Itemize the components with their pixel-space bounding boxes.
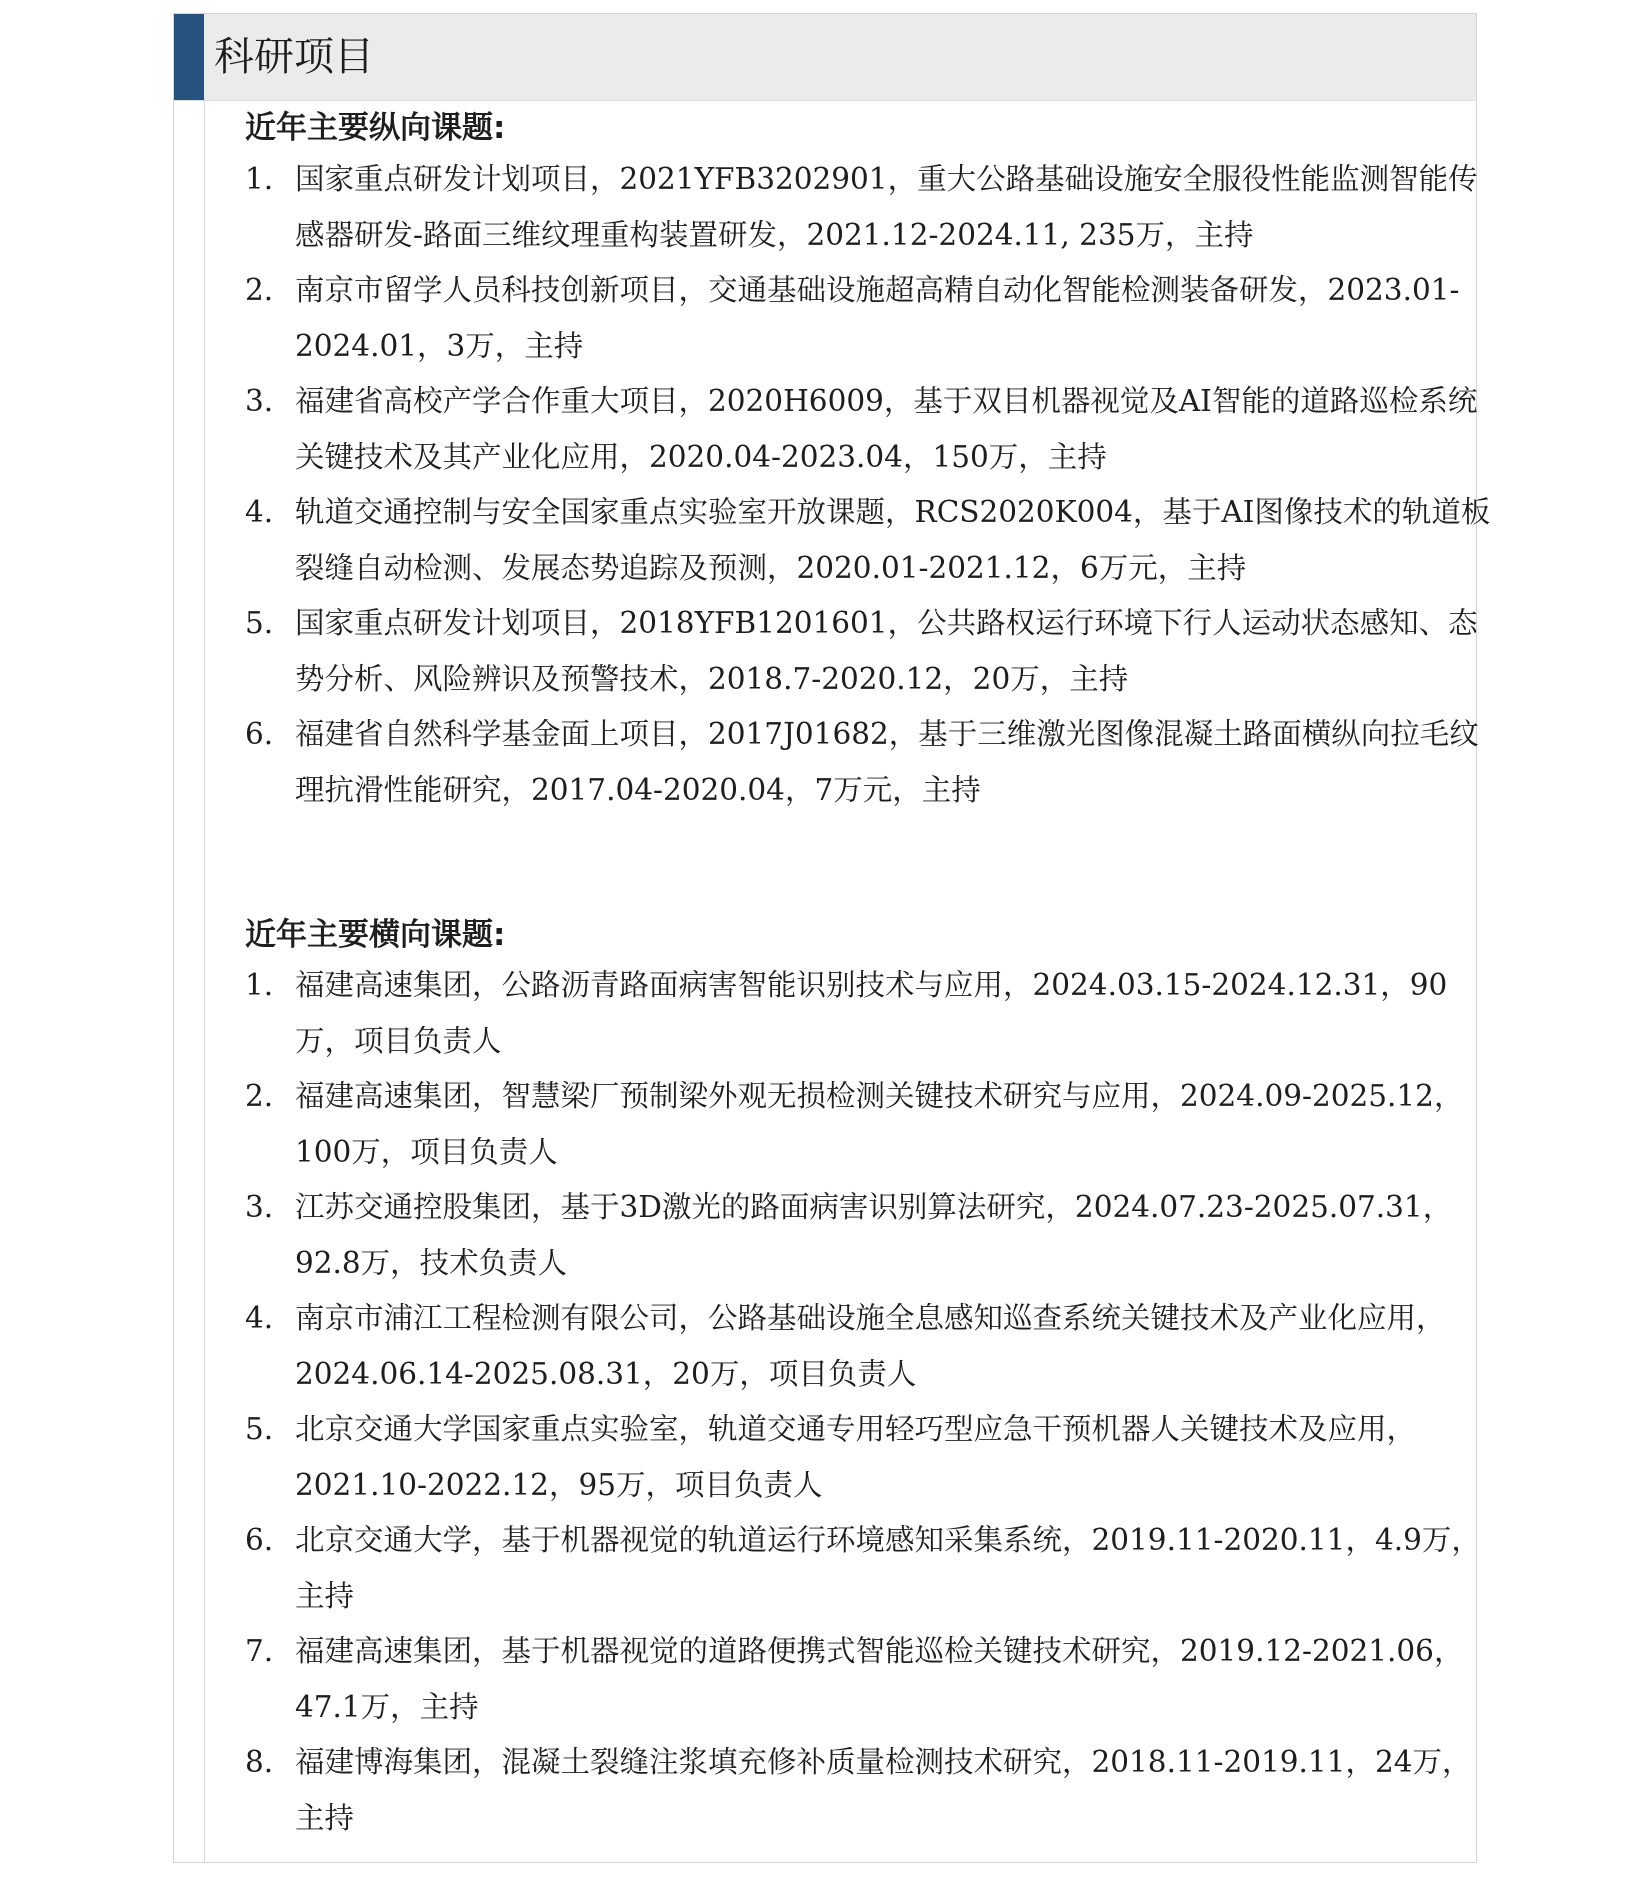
panel-title: 科研项目 — [214, 34, 374, 80]
item-number: 1. — [245, 968, 274, 1002]
item-text: 福建高速集团，智慧梁厂预制梁外观无损检测关键技术研究与应用，2024.09-2025.12，100万，项目负责人 — [295, 1079, 1464, 1169]
item-text: 南京市留学人员科技创新项目，交通基础设施超高精自动化智能检测装备研发，2023.01-2024.01，3万，主持 — [295, 273, 1460, 363]
item-number: 4. — [245, 495, 274, 529]
panel-header — [174, 14, 1476, 101]
list-item — [245, 485, 1495, 596]
vertical-projects-list — [245, 152, 1495, 818]
item-text: 江苏交通控股集团，基于3D激光的路面病害识别算法研究，2024.07.23-2025.07.31，92.8万，技术负责人 — [295, 1190, 1453, 1280]
list-item — [245, 1402, 1495, 1513]
item-number: 5. — [245, 606, 274, 640]
list-item — [245, 707, 1495, 818]
horizontal-projects-heading: 近年主要横向课题: — [245, 917, 506, 953]
list-item — [245, 1513, 1495, 1624]
research-projects-panel — [173, 13, 1491, 1863]
list-item — [245, 374, 1495, 485]
item-text: 福建博海集团，混凝土裂缝注浆填充修补质量检测技术研究，2018.11-2019.11，24万，主持 — [295, 1745, 1472, 1835]
item-number: 2. — [245, 273, 274, 307]
list-item — [245, 263, 1495, 374]
header-accent-bar — [174, 14, 204, 100]
list-item — [245, 1624, 1495, 1735]
item-text: 福建高速集团，基于机器视觉的道路便携式智能巡检关键技术研究，2019.12-2021.06，47.1万，主持 — [295, 1634, 1464, 1724]
horizontal-projects-list — [245, 958, 1495, 1846]
panel-content — [204, 100, 1491, 1862]
item-text: 北京交通大学国家重点实验室，轨道交通专用轻巧型应急干预机器人关键技术及应用，2021.10-2022.12，95万，项目负责人 — [295, 1412, 1417, 1502]
item-number: 8. — [245, 1745, 274, 1779]
vertical-projects-heading: 近年主要纵向课题: — [245, 110, 506, 146]
list-item — [245, 1180, 1495, 1291]
item-text: 南京市浦江工程检测有限公司，公路基础设施全息感知巡查系统关键技术及产业化应用，2024.06.14-2025.08.31，20万，项目负责人 — [295, 1301, 1446, 1391]
item-text: 国家重点研发计划项目，2021YFB3202901，重大公路基础设施安全服役性能监测智能传感器研发-路面三维纹理重构装置研发，2021.12-2024.11, 235万，主持 — [295, 162, 1478, 252]
list-item — [245, 1069, 1495, 1180]
item-number: 2. — [245, 1079, 274, 1113]
item-number: 4. — [245, 1301, 274, 1335]
list-item — [245, 958, 1495, 1069]
list-item — [245, 1735, 1495, 1846]
item-number: 6. — [245, 1523, 274, 1557]
item-number: 5. — [245, 1412, 274, 1446]
item-text: 国家重点研发计划项目，2018YFB1201601，公共路权运行环境下行人运动状态感知、态势分析、风险辨识及预警技术，2018.7-2020.12，20万，主持 — [295, 606, 1478, 696]
item-text: 福建高速集团，公路沥青路面病害智能识别技术与应用，2024.03.15-2024.12.31，90万，项目负责人 — [295, 968, 1448, 1058]
item-number: 3. — [245, 384, 274, 418]
list-item — [245, 1291, 1495, 1402]
item-number: 7. — [245, 1634, 274, 1668]
item-number: 1. — [245, 162, 274, 196]
item-text: 福建省高校产学合作重大项目，2020H6009，基于双目机器视觉及AI智能的道路巡检系统关键技术及其产业化应用，2020.04-2023.04，150万，主持 — [295, 384, 1478, 474]
item-number: 3. — [245, 1190, 274, 1224]
list-item — [245, 596, 1495, 707]
item-number: 6. — [245, 717, 274, 751]
list-item — [245, 152, 1495, 263]
item-text: 北京交通大学，基于机器视觉的轨道运行环境感知采集系统，2019.11-2020.11，4.9万，主持 — [295, 1523, 1481, 1613]
item-text: 轨道交通控制与安全国家重点实验室开放课题，RCS2020K004，基于AI图像技术的轨道板裂缝自动检测、发展态势追踪及预测，2020.01-2021.12，6万元，主持 — [295, 495, 1491, 585]
item-text: 福建省自然科学基金面上项目，2017J01682，基于三维激光图像混凝土路面横纵向拉毛纹理抗滑性能研究，2017.04-2020.04，7万元，主持 — [295, 717, 1479, 807]
